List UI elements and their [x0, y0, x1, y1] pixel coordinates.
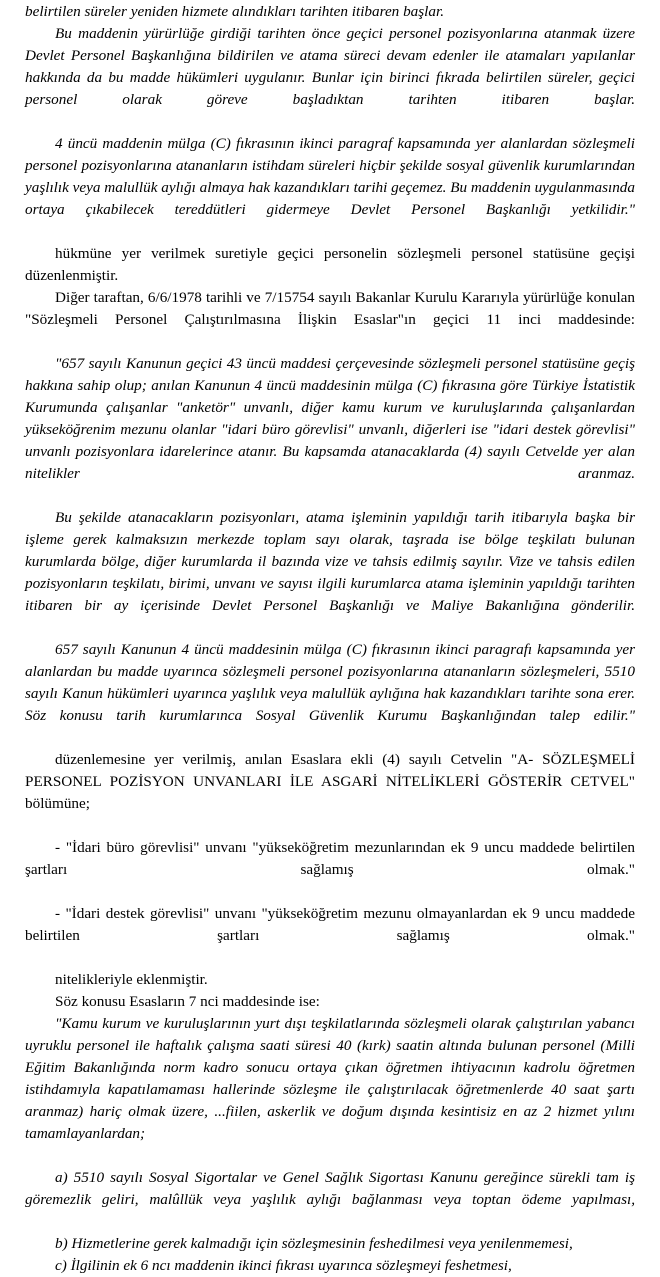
paragraph-nitelikleriyle-eklenmistir: nitelikleriyle eklenmiştir.: [55, 971, 208, 988]
paragraph-continuation-belirtilen-sureler: belirtilen süreler yeniden hizmete alındıkları tarihten itibaren başlar.: [25, 3, 445, 20]
paragraph-657-sayili-kanunun-4-uncu-maddesinin: 657 sayılı Kanunun 4 üncü maddesinin mülga (C) fıkrasının ikinci paragrafı kapsamında yer alanlardan bu madde uyarınca sözleşmeli personel pozisyonlarına atananların sözleşmeleri, 5510 sayılı Kanun hükümleri uyarınca yaşlılık veya malullük aylığına hak kazandıkları tarihte sona erer. Söz konusu tarih kurumlarınca Sosyal Güvenlik Kurumu Başkanlığından talep edilir.": [25, 641, 635, 724]
paragraph-quote-657-sayili-kanunun-gecici-43: "657 sayılı Kanunun geçici 43 üncü maddesi çerçevesinde sözleşmeli personel statüsüne geçiş hakkına sahip olup; anılan Kanunun 4 üncü maddesinin mülga (C) fıkrasına göre Türkiye İstatistik Kurumunda çalışanlar "anketör" unvanlı, diğer kamu kurum ve kuruluşlarında çalışanlardan yükseköğrenim mezunu olanlar "idari büro görevlisi" unvanlı, diğerleri ise "idari destek görevlisi" unvanlı pozisyonlara idarelerince atanır. Bu kapsamda atanacaklarda (4) sayılı Cetvelde yer alan nitelikler aranmaz.: [25, 355, 635, 482]
list-item-b-hizmetlerine-gerek-kalmadigi: b) Hizmetlerine gerek kalmadığı için sözleşmesinin feshedilmesi veya yenilenmemesi,: [55, 1235, 573, 1252]
paragraph-diger-taraftan-bakanlar-kurulu: Diğer taraftan, 6/6/1978 tarihli ve 7/15754 sayılı Bakanlar Kurulu Kararıyla yürürlüğe konulan "Sözleşmeli Personel Çalıştırılmasına İlişkin Esaslar"ın geçici 11 inci maddesinde:: [25, 289, 635, 328]
list-item-c-ilgilinin-ek-6-nci-maddenin: c) İlgilinin ek 6 ncı maddenin ikinci fıkrası uyarınca sözleşmeyi feshetmesi,: [55, 1257, 512, 1274]
paragraph-hukmune-yer-verilmek: hükmüne yer verilmek suretiyle geçici personelin sözleşmeli personel statüsüne geçişi düzenlenmiştir.: [25, 245, 635, 284]
paragraph-duzenlemesine-yer-verilmis-cetvel: düzenlemesine yer verilmiş, anılan Esaslara ekli (4) sayılı Cetvelin "A- SÖZLEŞMELİ PERSONEL POZİSYON UNVANLARI İLE ASGARİ NİTELİKLERİ GÖSTERİR CETVEL" bölümüne;: [25, 751, 635, 812]
paragraph-bu-maddenin-yururluge: Bu maddenin yürürlüğe girdiği tarihten önce geçici personel pozisyonlarına atanmak üzere Devlet Personel Başkanlığına bildirilen ve atama süreci devam edenler ile atamaları yapılanlar hakkında da bu madde hükümleri uygulanır. Bunlar için birinci fıkrada belirtilen süreler, geçici personel olarak göreve başladıktan tarihten itibaren başlar.: [25, 25, 635, 108]
paragraph-4-uncu-maddenin-mulga: 4 üncü maddenin mülga (C) fıkrasının ikinci paragraf kapsamında yer alanlardan sözleşmeli personel pozisyonlarına atananların istihdam süreleri hiçbir şekilde sosyal güvenlik kurumlarından yaşlılık veya malullük aylığı almaya hak kazandıkları tarihi geçemez. Bu maddenin uygulanmasında ortaya çıkabilecek tereddütleri gidermeye Devlet Personel Başkanlığı yetkilidir.": [25, 135, 635, 218]
list-item-idari-buro-gorevlisi: - "İdari büro görevlisi" unvanı "yükseköğretim mezunlarından ek 9 uncu maddede belirtilen şartları sağlamış olmak.": [25, 839, 635, 878]
document-text-body: [25, 0, 635, 1277]
paragraph-soz-konusu-esaslarin-7-nci-maddesinde: Söz konusu Esasların 7 nci maddesinde ise:: [55, 993, 320, 1010]
list-item-a-5510-sayili-sosyal-sigortalar: a) 5510 sayılı Sosyal Sigortalar ve Genel Sağlık Sigortası Kanunu gereğince sürekli tam iş göremezlik geliri, malûllük veya yaşlılık aylığı bağlanması veya toptan ödeme yapılması,: [25, 1169, 635, 1208]
paragraph-quote-kamu-kurum-ve-kuruluslarinin: "Kamu kurum ve kuruluşlarının yurt dışı teşkilatlarında sözleşmeli olarak çalıştırılan yabancı uyruklu personel ile haftalık çalışma saati süresi 40 (kırk) saatin altında bulunan personel (Milli Eğitim Bakanlığında norm kadro sonucu ortaya çıkan öğretmen ihtiyacının kadrolu öğretmen istihdamıyla kapatılamaması hallerinde sözleşme ile çalıştırılacak öğretmenlerde 40 saat şartı aranmaz) hariç olmak üzere, ...fiilen, askerlik ve doğum dışında kesintisiz en az 2 hizmet yılını tamamlayanlardan;: [25, 1015, 635, 1142]
paragraph-bu-sekilde-atanacaklarin-pozisyonlari: Bu şekilde atanacakların pozisyonları, atama işleminin yapıldığı tarih itibarıyla başka bir işleme gerek kalmaksızın merkezde toplam sayı olarak, taşrada ise bölge teşkilatı bulunan kurumlarda bölge, diğer kurumlarda il bazında vize ve tahsis edilmiş sayılır. Vize ve tahsis edilen pozisyonların teşkilatı, birimi, unvanı ve sayısı ilgili kurumlarca atama işleminin yapıldığı tarihten itibaren bir ay içerisinde Devlet Personel Başkanlığı ve Maliye Bakanlığına gönderilir.: [25, 509, 635, 614]
list-item-idari-destek-gorevlisi: - "İdari destek görevlisi" unvanı "yükseköğretim mezunu olmayanlardan ek 9 uncu maddede belirtilen şartları sağlamış olmak.": [25, 905, 635, 944]
